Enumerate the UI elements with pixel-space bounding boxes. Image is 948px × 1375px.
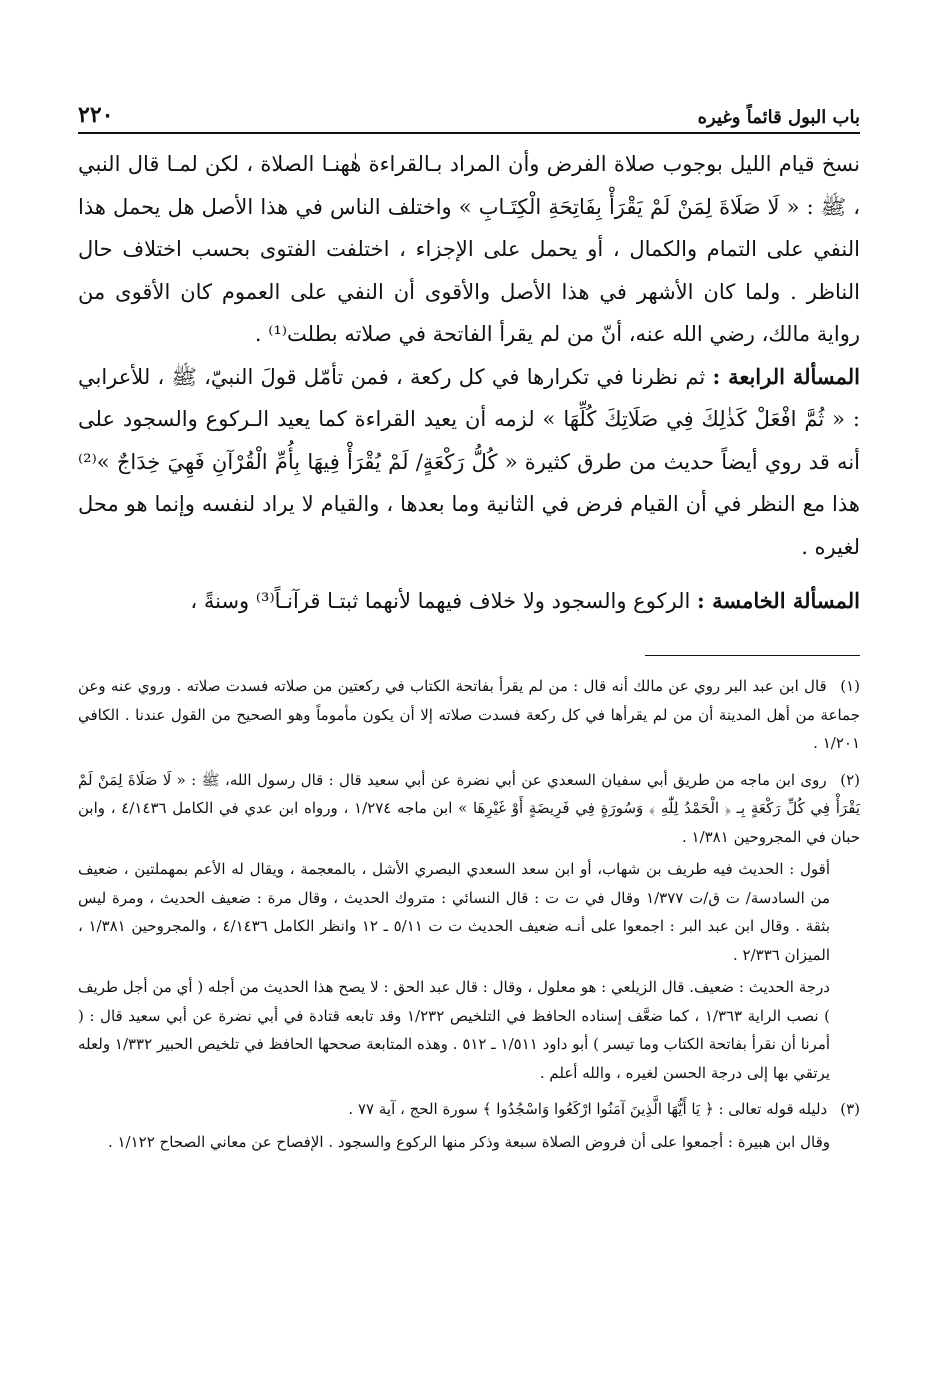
masala-4-paragraph bbox=[78, 356, 860, 569]
masala-4-text: ثم نظرنا في تكرارها في كل ركعة ، فمن تأمّل قولَ النبيّ، ﷺ ، للأعرابي : « ثُمَّ افْعَلْ كَذٰلِكَ فِي صَلَاتِكَ كُلِّهَا » لزمه أن يعيد القراءة كما يعيد الـركوع والسجود على أنه قد روي أيضاً حديث من طرق كثيرة « كُلُّ رَكْعَةٍ/ لَمْ يُقْرَأْ فِيهَا بِأُمِّ الْقُرْآنِ فَهِيَ خِدَاجٌ »⁽²⁾ هذا مع النظر في أن القيام فرض في الثانية وما بعدها ، والقيام لا يراد لنفسه وإنما هو محل لغيره . bbox=[78, 364, 860, 559]
masala-5-heading: المسألة الخامسة : bbox=[697, 588, 860, 613]
masala-5-text: الركوع والسجود ولا خلاف فيهما لأنهما ثبتـا قرآنـاً⁽³⁾ وسنةً ، bbox=[190, 589, 698, 613]
chapter-title: باب البول قائماً وغيره bbox=[697, 107, 860, 128]
footnote-paragraph bbox=[78, 672, 860, 758]
footnote-text: روى ابن ماجه من طريق أبي سفيان السعدي عن أبي نضرة عن أبي سعيد قال : قال رسول الله، ﷺ : « لَا صَلَاةَ لِمَنْ لَمْ يَقْرَأْ فِي كُلِّ رَكْعَةٍ بِـ ﴿ الْحَمْدُ لِلّٰهِ ﴾ وَسُورَةٍ فِي فَرِيضَةٍ أَوْ غَيْرِهَا » ابن ماجه ١/٢٧٤ ، ورواه ابن عدي في الكامل ٤/١٤٣٦ ، وابن حبان في المجروحين ١/٣٨١ . bbox=[78, 770, 860, 846]
footnote-marker: (٣) bbox=[840, 1100, 860, 1118]
footnote-text: قال ابن عبد البر روي عن مالك أنه قال : من لم يقرأ بفاتحة الكتاب في ركعتين من صلاته فسدت صلاته . وروي عنه وعن جماعة من أهل المدينة أن من لم يقرأها في كل ركعة فسدت صلاته إلا أن يكون مأموماً وهو الصحيح من القول عندنا . الكافي ١/٢٠١ . bbox=[78, 677, 860, 752]
body-paragraph: نسخ قيام الليل بوجوب صلاة الفرض وأن المراد بـالقراءة هٰهنـا الصلاة ، لكن لمـا قال النبي ، ﷺ : « لَا صَلَاةَ لِمَنْ لَمْ يَقْرَأْ بِفَاتِحَةِ الْكِتَـابِ » واختلف الناس في هذا الأصل هل يحمل هذا النفي على التمام والكمال ، أو يحمل على الإجزاء ، اختلفت الفتوى بحسب اختلاف حال الناظر . ولما كان الأشهر في هذا الأصل والأقوى أن النفي على العموم كان الأقوى من رواية مالك، رضي الله عنه، أنّ من لم يقرأ الفاتحة في صلاته بطلت⁽¹⁾ . bbox=[78, 152, 860, 346]
footnote-separator bbox=[645, 655, 860, 656]
masala-5-paragraph bbox=[78, 580, 860, 623]
footnote-1 bbox=[78, 672, 860, 758]
footnote-paragraph: وقال ابن هبيرة : أجمعوا على أن فروض الصلاة سبعة وذكر منها الركوع والسجود . الإفصاح عن معاني الصحاح ١/١٢٢ . bbox=[107, 1132, 830, 1151]
page-header bbox=[78, 88, 860, 134]
page-number: ٢٢٠ bbox=[78, 102, 114, 128]
footnote-marker: (١) bbox=[840, 677, 860, 695]
footnote-3 bbox=[78, 1095, 860, 1156]
footnote-paragraph: أقول : الحديث فيه طريف بن شهاب، أو ابن سعد السعدي البصري الأشل ، بالمعجمة ، ويقال له الأعم بمهملتين ، ضعيف من السادسة/ ت ق/ت ١/٣٧٧ وقال في ت ت : قال النسائي : متروك الحديث ، وقال مرة : ضعيف الحديث ، ومرة ليس بثقة . وقال ابن عبد البر : اجمعوا على أنـه ضعيف الحديث ت ت ٥/١١ ـ ١٢ وانظر الكامل ٤/١٤٣٦ ، والمجروحين ١/٣٨١ ، الميزان ٢/٣٣٦ . bbox=[78, 860, 830, 964]
masala-4-heading: المسألة الرابعة : bbox=[712, 363, 861, 389]
footnote-paragraph: درجة الحديث : ضعيف. قال الزيلعي : هو معلول ، وقال : قال عبد الحق : لا يصح هذا الحديث من أجله ( أي من أجل طريف ) نصب الراية ١/٣٦٣ ، كما ضعَّف إسناده الحافظ في التلخيص ١/٢٣٢ وقد تابعه قتادة في أبي نضرة عن أبي سعيد قال : ( أمرنا أن نقرأ بفاتحة الكتاب وما تيسر ) أبو داود ١/٥١١ ـ ٥١٢ . وهذه المتابعة صححها الحافظ في تلخيص الحبير ١/٣٣٢ ولعله يرتقي بها إلى درجة الحسن لغيره ، والله أعلم . bbox=[78, 978, 831, 1082]
footnote-text: دليله قوله تعالى : ﴿ يَا أَيُّهَا الَّذِينَ آمَنُوا ارْكَعُوا وَاسْجُدُوا ﴾ سورة الحج ، آية ٧٧ . bbox=[348, 1100, 828, 1118]
footnotes bbox=[78, 672, 860, 1164]
footnote-paragraph bbox=[78, 766, 860, 852]
main-text bbox=[78, 143, 860, 623]
footnote-marker: (٢) bbox=[840, 770, 860, 789]
footnote-2 bbox=[78, 766, 860, 1088]
footnote-paragraph bbox=[78, 1095, 860, 1124]
